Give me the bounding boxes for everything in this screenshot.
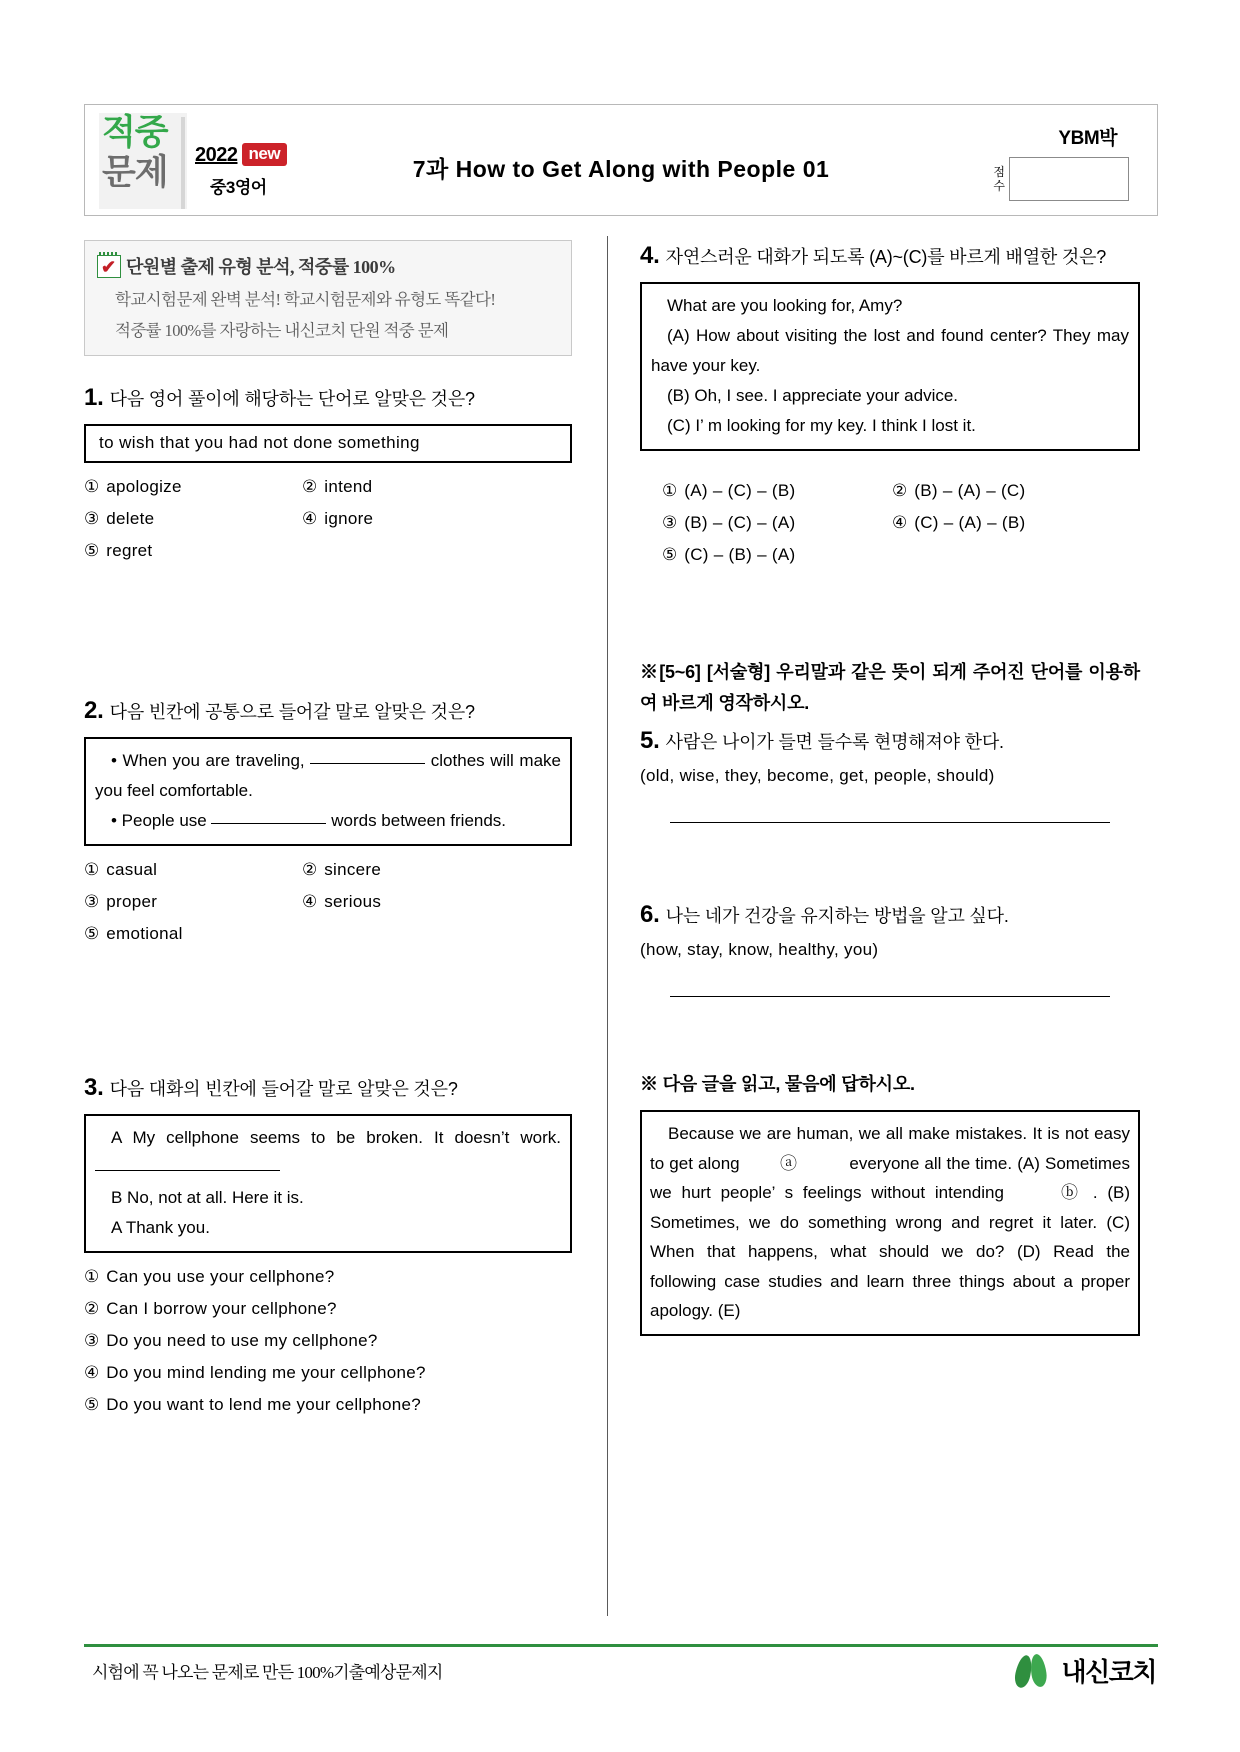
- option-2[interactable]: [302, 854, 381, 886]
- option-marker-1: ①: [84, 860, 100, 880]
- question-6: [640, 899, 1140, 997]
- question-4-prompt: [640, 240, 1140, 273]
- brand-subject: 중3영어: [210, 178, 267, 197]
- dialog-line-b1: B No, not at all. Here it is.: [111, 1188, 304, 1207]
- stim-2d: words between friends.: [331, 811, 507, 830]
- notice-title-row: [97, 253, 561, 279]
- option-marker-5: ⑤: [84, 1395, 100, 1415]
- memo-check-icon: [97, 255, 121, 278]
- option-1[interactable]: [640, 475, 892, 507]
- question-5: [640, 725, 1140, 823]
- question-4-text: 자연스러운 대화가 되도록 (A)~(C)를 바르게 배열한 것은?: [665, 247, 1107, 267]
- option-label: regret: [106, 541, 153, 560]
- logo-line-2: 문제: [102, 153, 168, 192]
- blank-field-2[interactable]: [211, 823, 326, 824]
- question-2-text: 다음 빈칸에 공통으로 들어갈 말로 알맞은 것은?: [109, 702, 475, 722]
- option-4[interactable]: [302, 503, 373, 535]
- option-5[interactable]: [84, 918, 302, 950]
- left-column: [84, 240, 572, 1421]
- dialog-a1-text: A My cellphone seems to be broken. It doesn’t work.: [111, 1128, 561, 1147]
- option-marker-2: ②: [302, 860, 318, 880]
- option-label: (B) – (C) – (A): [684, 513, 796, 532]
- option-marker-4: ④: [892, 513, 908, 533]
- passage-part-1: Because we are human, we all make mistakes. It is not easy to get along: [650, 1124, 1130, 1173]
- option-marker-3: ③: [84, 509, 100, 529]
- question-3-number: 3.: [84, 1074, 104, 1101]
- option-label: apologize: [106, 477, 182, 496]
- blank-field-1[interactable]: [310, 763, 425, 764]
- option-1[interactable]: [84, 854, 302, 886]
- question-2: [84, 695, 572, 950]
- option-row: [640, 507, 1140, 539]
- option-marker-1: ①: [84, 1267, 100, 1287]
- option-3[interactable]: [84, 503, 302, 535]
- option-label: (A) – (C) – (B): [684, 481, 796, 500]
- question-1-stimulus: to wish that you had not done something: [99, 433, 420, 452]
- answer-line-5[interactable]: [670, 821, 1110, 823]
- question-1-stimulus-box: [84, 424, 572, 463]
- reading-passage-text: [650, 1119, 1130, 1326]
- option-label: (C) – (A) – (B): [914, 513, 1026, 532]
- question-4-dialog-box: [640, 282, 1140, 451]
- option-5[interactable]: [84, 535, 302, 567]
- question-6-text: 나는 네가 건강을 유지하는 방법을 알고 싶다.: [665, 906, 1009, 926]
- option-marker-4: ④: [302, 892, 318, 912]
- question-2-stimulus-box: [84, 737, 572, 846]
- option-label: serious: [324, 892, 382, 911]
- notice-box: [84, 240, 572, 356]
- leaf-icon: [1016, 1654, 1058, 1688]
- option-4[interactable]: [302, 886, 381, 918]
- dialog-choice-a: (A) How about visiting the lost and found center? They may have your key.: [651, 326, 1129, 375]
- option-row: [84, 918, 572, 950]
- column-divider: [607, 236, 608, 1616]
- option-label: intend: [324, 477, 373, 496]
- question-2-options: [84, 854, 572, 950]
- question-6-word-bank: (how, stay, know, healthy, you): [640, 940, 879, 959]
- reading-passage-box: [640, 1110, 1140, 1336]
- dialog-choice-b: (B) Oh, I see. I appreciate your advice.: [667, 386, 959, 405]
- option-2[interactable]: [302, 471, 372, 503]
- option-label: Can you use your cellphone?: [106, 1267, 335, 1286]
- option-3[interactable]: [640, 507, 892, 539]
- option-row: [640, 539, 1140, 571]
- option-4[interactable]: [84, 1357, 572, 1389]
- option-row: [84, 886, 572, 918]
- option-marker-3: ③: [662, 513, 678, 533]
- question-3: [84, 1072, 572, 1421]
- dialog-line-a2: A Thank you.: [111, 1218, 210, 1237]
- question-5-word-bank: (old, wise, they, become, get, people, should): [640, 766, 995, 785]
- question-2-stimulus-line-2: [95, 806, 561, 836]
- footer-logo: [1016, 1652, 1156, 1689]
- question-5-number: 5.: [640, 727, 660, 754]
- option-marker-1: ①: [662, 481, 678, 501]
- option-label: Do you mind lending me your cellphone?: [106, 1363, 426, 1382]
- question-3-prompt: [84, 1072, 572, 1105]
- option-marker-3: ③: [84, 1331, 100, 1351]
- question-3-dialog-box: [84, 1114, 572, 1253]
- option-row: [84, 535, 572, 567]
- reading-instruction: ※ 다음 글을 읽고, 물음에 답하시오.: [640, 1074, 915, 1094]
- writing-instruction: ※[5~6] [서술형] 우리말과 같은 뜻이 되게 주어진 단어를 이용하여 바르게 영작하시오.: [640, 662, 1140, 713]
- publisher-label: YBM박: [1058, 128, 1117, 149]
- stim-2c: • People use: [111, 811, 207, 830]
- dialog-intro: What are you looking for, Amy?: [667, 296, 903, 315]
- footer-tagline: 시험에 꼭 나오는 문제로 만든 100%기출예상문제지: [92, 1663, 443, 1682]
- question-6-number: 6.: [640, 901, 660, 928]
- option-row: [84, 1261, 572, 1293]
- marker-b: ⓑ: [1055, 1183, 1084, 1202]
- question-1-text: 다음 영어 풀이에 해당하는 단어로 알맞은 것은?: [109, 389, 475, 409]
- option-marker-2: ②: [892, 481, 908, 501]
- option-marker-3: ③: [84, 892, 100, 912]
- option-marker-2: ②: [84, 1299, 100, 1319]
- reading-section: [640, 1069, 1140, 1336]
- option-row: [84, 854, 572, 886]
- option-marker-1: ①: [84, 477, 100, 497]
- option-marker-5: ⑤: [662, 545, 678, 565]
- check-mark: ✔: [101, 256, 116, 277]
- passage-part-3: . (B) Sometimes, we do something wrong and regret it later. (C) When that happens, what should we do? (D) Read the following case studies and learn three things about a proper apology. (E): [650, 1183, 1130, 1320]
- option-label: Do you need to use my cellphone?: [106, 1331, 378, 1350]
- year-text: 2022: [195, 144, 238, 166]
- option-marker-2: ②: [302, 477, 318, 497]
- option-marker-5: ⑤: [84, 924, 100, 944]
- question-4-number: 4.: [640, 242, 660, 269]
- notice-line-1: 학교시험문제 완벽 분석! 학교시험문제와 유형도 똑같다!: [115, 290, 496, 309]
- question-1-options: [84, 471, 572, 567]
- dialog-choice-c: (C) I’ m looking for my key. I think I lost it.: [667, 416, 976, 435]
- option-row: [84, 1293, 572, 1325]
- option-label: (B) – (A) – (C): [914, 481, 1026, 500]
- option-marker-5: ⑤: [84, 541, 100, 561]
- score-area: [993, 157, 1129, 201]
- notice-title-text: 단원별 출제 유형 분석, 적중률 100%: [126, 257, 396, 277]
- option-label: Can I borrow your cellphone?: [106, 1299, 337, 1318]
- option-label: delete: [106, 509, 155, 528]
- option-row: [640, 475, 1140, 507]
- question-1-prompt: [84, 382, 572, 415]
- option-5[interactable]: [640, 539, 892, 571]
- option-2[interactable]: [84, 1293, 572, 1325]
- question-5-prompt: [640, 725, 1140, 758]
- option-row: [84, 471, 572, 503]
- option-1[interactable]: [84, 1261, 572, 1293]
- marker-a: ⓐ: [779, 1153, 798, 1173]
- passage-part-2: everyone all the time. (A) Sometimes we hurt people’ s feelings without intending: [650, 1153, 1131, 1202]
- writing-section: [640, 657, 1140, 997]
- option-label: casual: [106, 860, 158, 879]
- option-row: [84, 503, 572, 535]
- option-marker-4: ④: [302, 509, 318, 529]
- blank-field-dialog[interactable]: [95, 1170, 280, 1171]
- option-label: (C) – (B) – (A): [684, 545, 796, 564]
- option-row: [84, 1325, 572, 1357]
- stim-2b: clothes will make you feel comfortable.: [95, 751, 561, 800]
- page-title: 7과 How to Get Along with People 01: [412, 156, 830, 182]
- question-4-options: [640, 475, 1140, 571]
- footer-divider: [84, 1644, 1158, 1647]
- option-3[interactable]: [84, 1325, 572, 1357]
- question-2-number: 2.: [84, 697, 104, 724]
- option-4[interactable]: [892, 507, 1025, 539]
- footer-brand-name: 내신코치: [1061, 1658, 1156, 1687]
- question-1-number: 1.: [84, 384, 104, 411]
- question-2-stimulus-line-1: [95, 746, 561, 806]
- question-3-options: [84, 1261, 572, 1421]
- stim-2a: • When you are traveling,: [111, 751, 305, 770]
- option-marker-4: ④: [84, 1363, 100, 1383]
- notice-line-2: 적중률 100%를 자랑하는 내신코치 단원 적중 문제: [115, 321, 449, 340]
- answer-line-6[interactable]: [670, 995, 1110, 997]
- option-label: sincere: [324, 860, 382, 879]
- new-badge: new: [242, 143, 288, 166]
- question-2-prompt: [84, 695, 572, 728]
- score-input-box[interactable]: [1009, 157, 1129, 201]
- dialog-line-a1: [95, 1123, 561, 1183]
- option-label: Do you want to lend me your cellphone?: [106, 1395, 422, 1414]
- option-row: [84, 1389, 572, 1421]
- question-6-prompt: [640, 899, 1140, 932]
- option-label: proper: [106, 892, 158, 911]
- worksheet-header: [84, 104, 1158, 216]
- option-2[interactable]: [892, 475, 1025, 507]
- option-1[interactable]: [84, 471, 302, 503]
- option-5[interactable]: [84, 1389, 572, 1421]
- option-label: emotional: [106, 924, 183, 943]
- option-3[interactable]: [84, 886, 302, 918]
- question-3-text: 다음 대화의 빈칸에 들어갈 말로 알맞은 것은?: [109, 1079, 458, 1099]
- question-4: [640, 240, 1140, 571]
- right-column: [640, 240, 1140, 1336]
- option-label: ignore: [324, 509, 374, 528]
- question-5-text: 사람은 나이가 들면 들수록 현명해져야 한다.: [665, 732, 1004, 752]
- score-label: 점 수: [993, 165, 1004, 193]
- option-row: [84, 1357, 572, 1389]
- question-1: [84, 382, 572, 567]
- logo-line-1: 적중: [102, 113, 168, 152]
